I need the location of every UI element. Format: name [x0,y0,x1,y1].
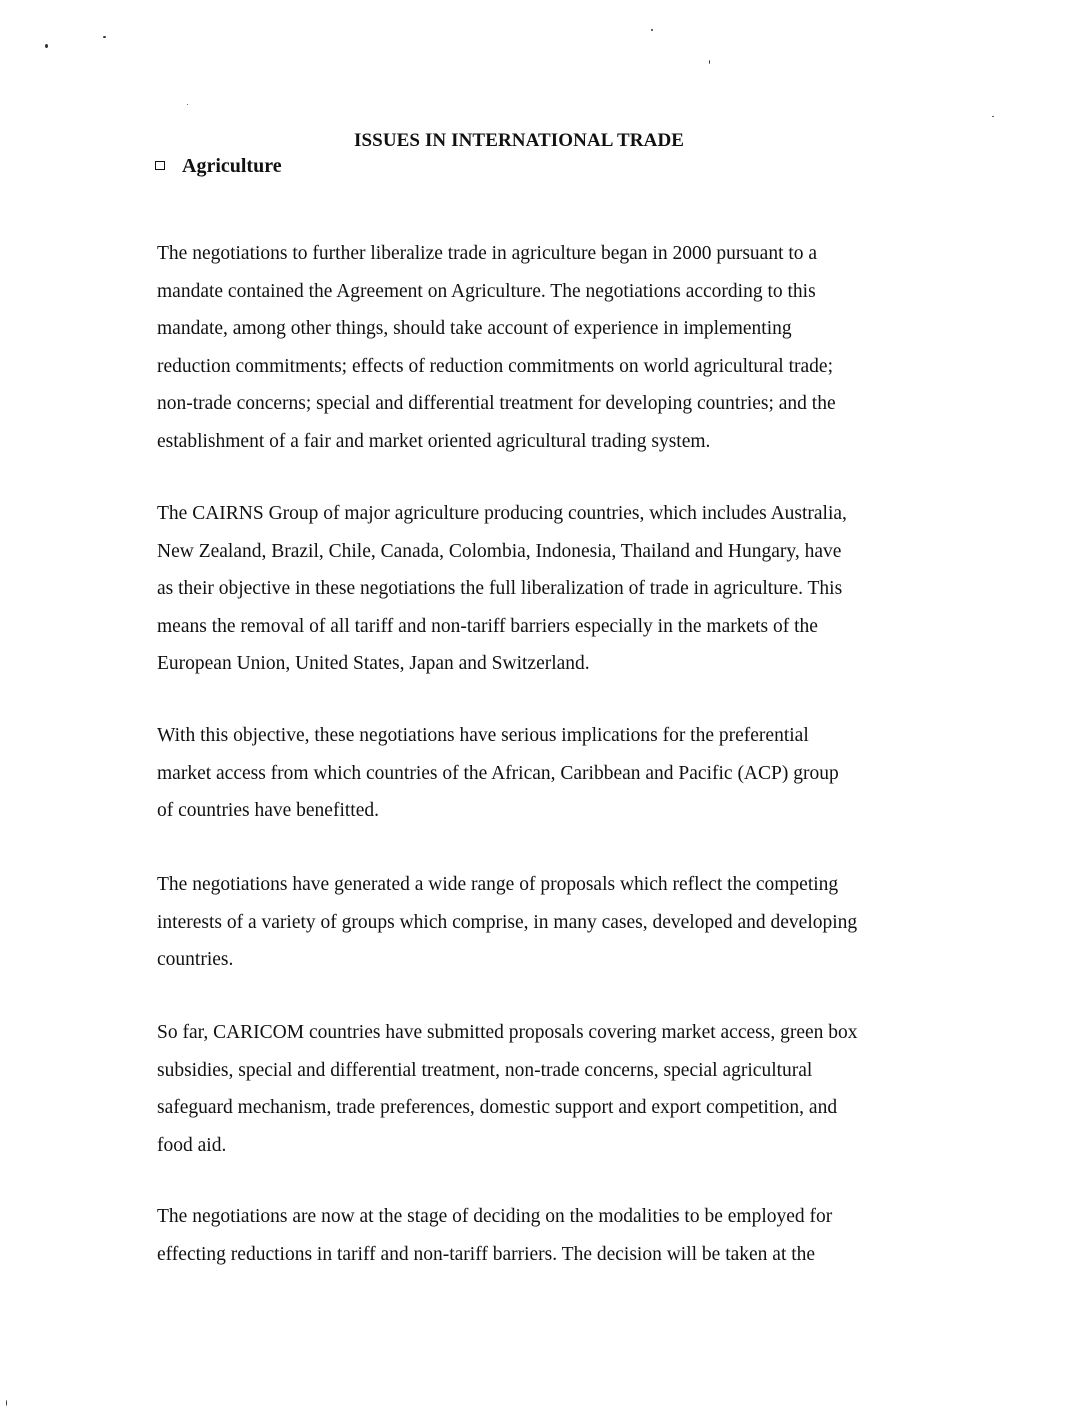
section-heading-label: Agriculture [182,155,282,177]
scan-speck [6,1400,7,1406]
paragraph-6: The negotiations are now at the stage of deciding on the modalities to be employed for effecting reductions in tariff and non-tariff barriers. The decision will be taken at the [157,1206,833,1265]
scan-speck [709,60,710,64]
paragraph-4: The negotiations have generated a wide range of proposals which reflect the competing interests of a variety of groups which comprise, in many cases, developed and developing countries. [157,874,858,970]
paragraph-3: With this objective, these negotiations have serious implications for the preferential market access from which countries of the African, Caribbean and Pacific (ACP) group of countries have benefitted. [157,725,839,821]
paragraph-2: The CAIRNS Group of major agriculture producing countries, which includes Australia, New Zealand, Brazil, Chile, Canada, Colombia, Indonesia, Thailand and Hungary, have as their objective in these negotiations the full liberalization of trade in agriculture. This means the removal of all tariff and non-tariff barriers especially in the markets of the European Union, United States, Japan and Switzerland. [157,503,847,674]
checkbox-bullet-icon [155,161,165,170]
scan-speck [45,44,48,48]
document-title: ISSUES IN INTERNATIONAL TRADE [354,130,685,151]
paragraph-5: So far, CARICOM countries have submitted proposals covering market access, green box subsidies, special and differential treatment, non-trade concerns, special agricultural safeguard mechanism, trade preferences, domestic support and export competition, and food aid. [157,1022,858,1156]
scan-speck [187,104,188,105]
section-heading [155,155,282,178]
scan-speck [651,29,653,31]
paragraph-1: The negotiations to further liberalize trade in agriculture began in 2000 pursuant to a mandate contained the Agreement on Agriculture. The negotiations according to this mandate, among other things, should take account of experience in implementing reduction commitments; effects of reduction commitments on world agricultural trade; non-trade concerns; special and differential treatment for developing countries; and the establishment of a fair and market oriented agricultural trading system. [157,243,836,452]
scan-speck [103,36,106,38]
scan-speck [992,116,994,117]
